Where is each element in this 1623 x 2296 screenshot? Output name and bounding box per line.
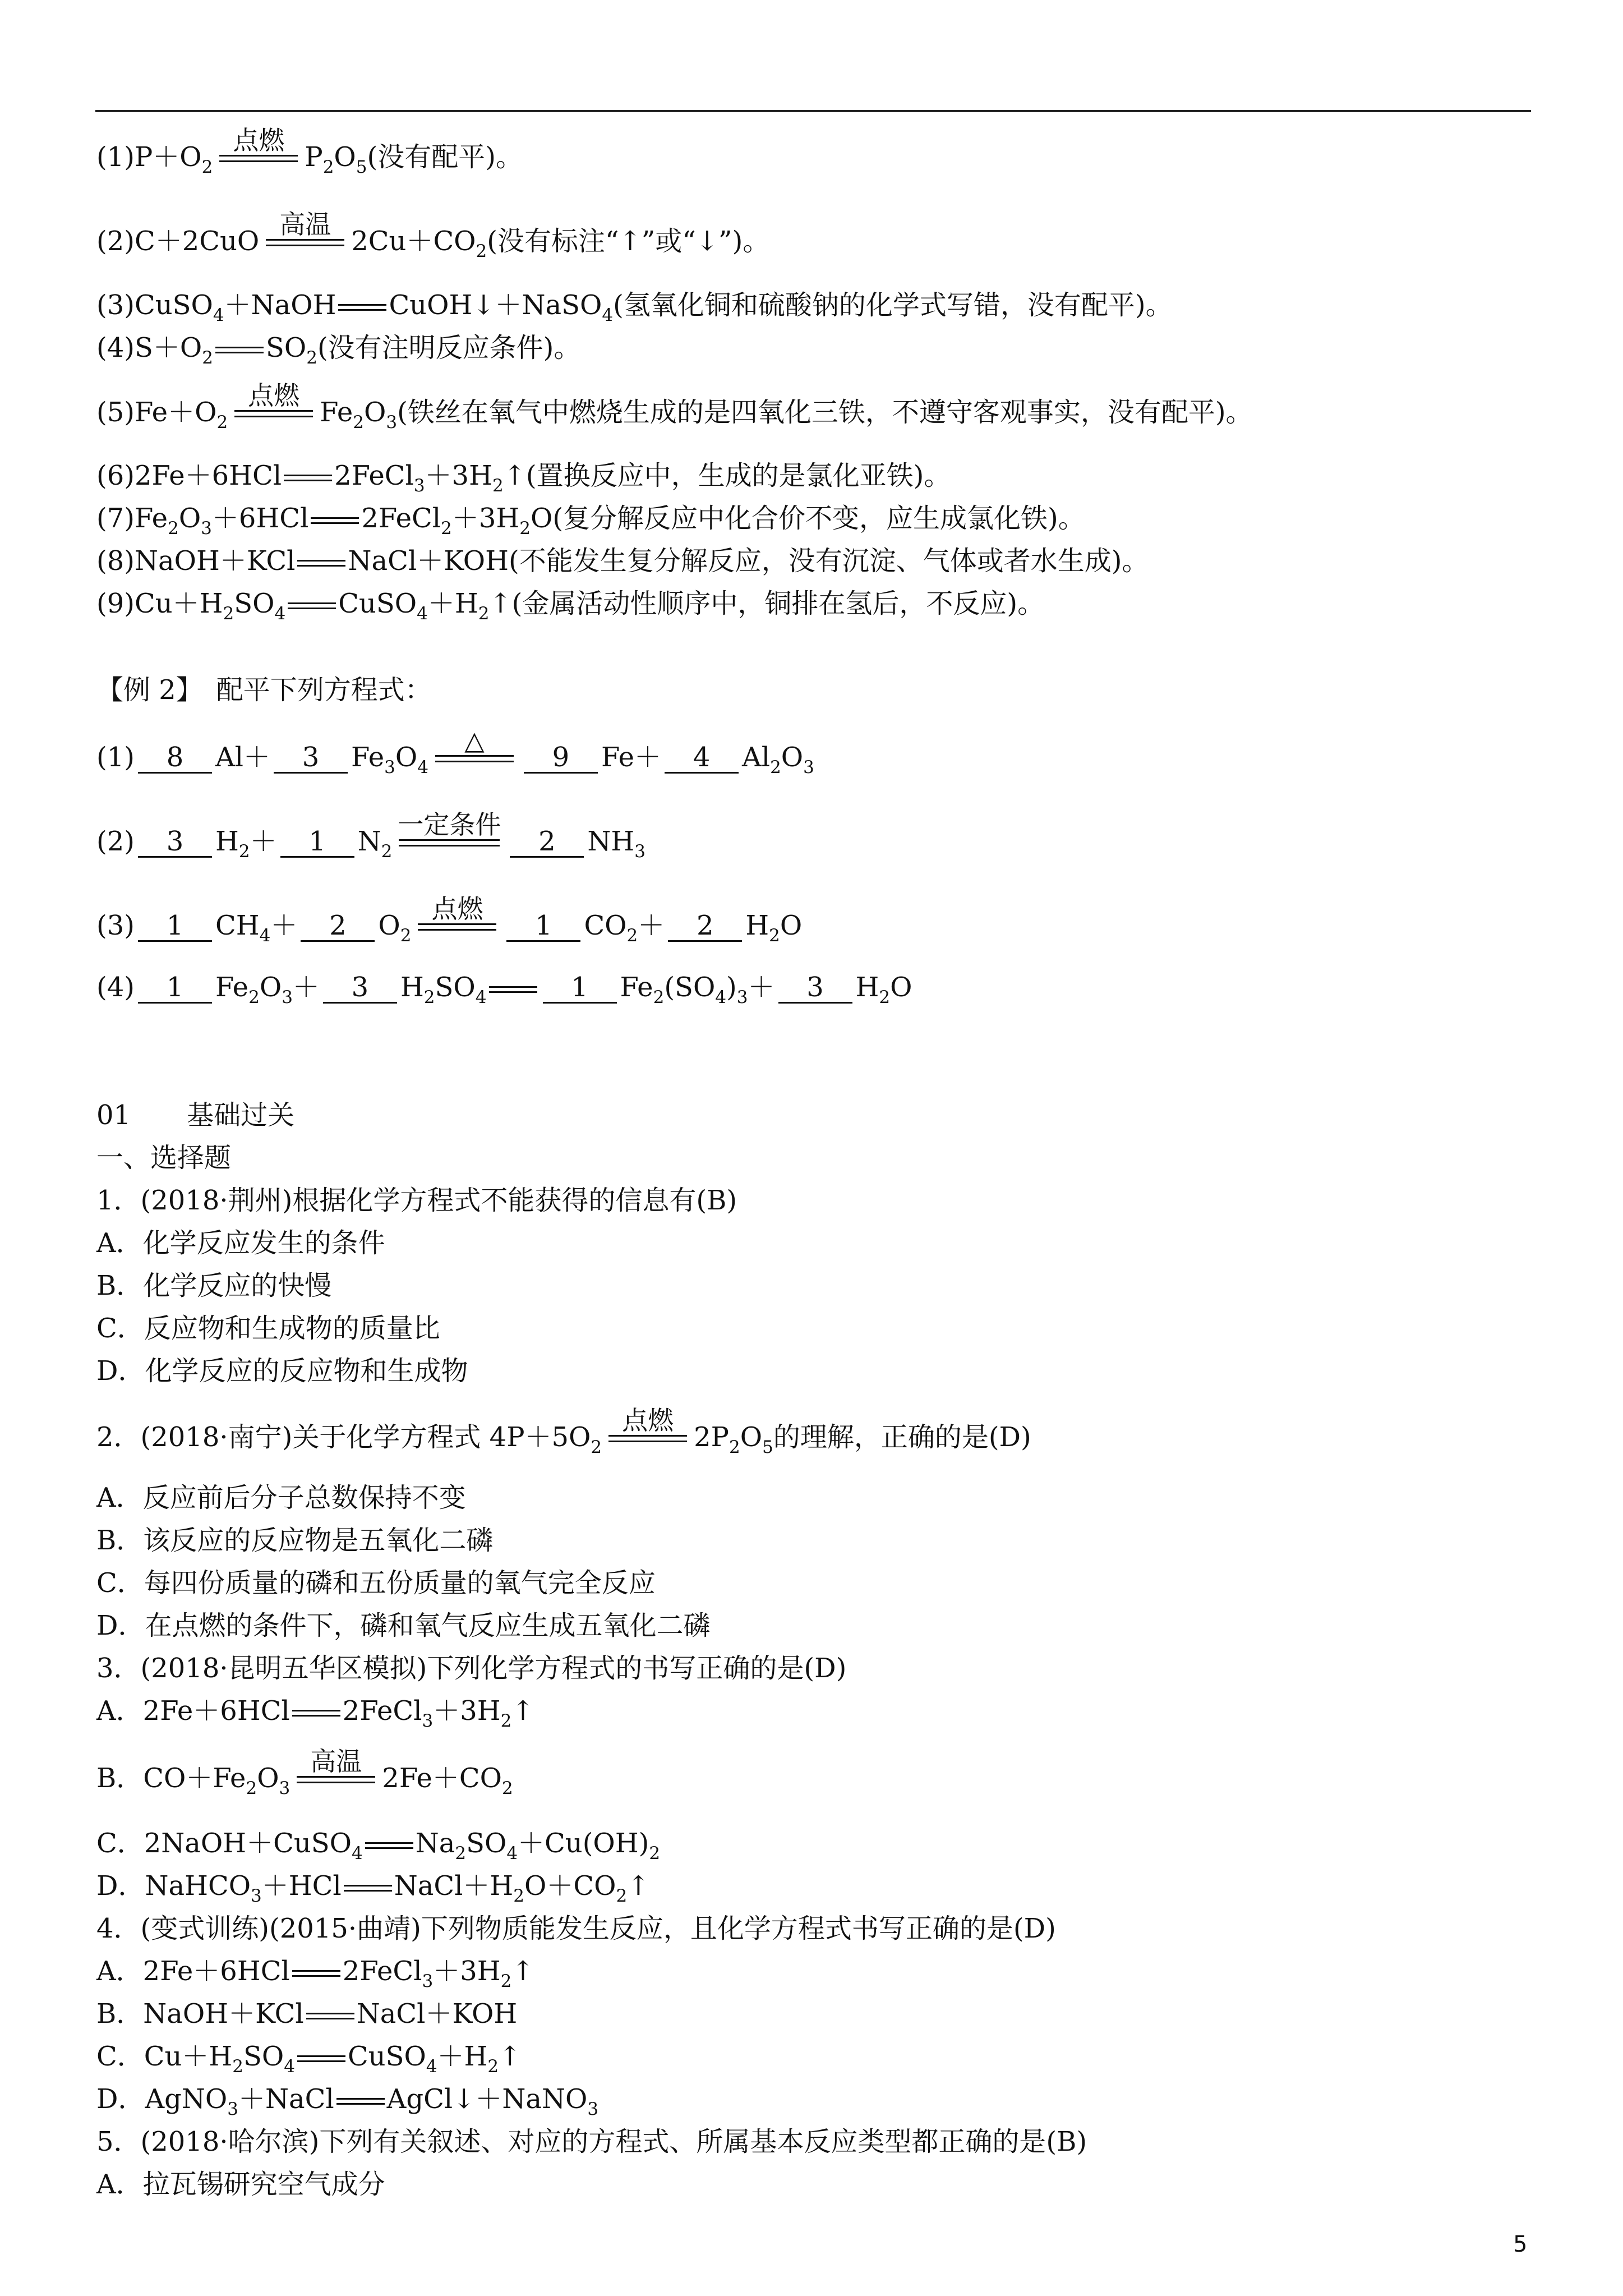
answer-line-3: (3)CuSO$_4$＋NaOH CuOH↓＋NaSO$_4$(氢氧化铜和硫酸钠的化学式写错，没有配平)。 — [96, 289, 1173, 325]
balance-eq-4: (4) 1 $Fe_2O_3+ 3$ $H_2SO_4$ 1 $Fe_2(SO_4)_3+ 3$ $H_2O$ — [96, 972, 912, 1007]
q3-option-b: B．$CO+Fe_2O_3$ 高温 $2Fe+CO_2$ — [96, 1746, 513, 1798]
question-4-stem: 4．(变式训练)(2015·曲靖)下列物质能发生反应，且化学方程式书写正确的是(D) — [96, 1913, 1056, 1944]
section-subtitle: 一、选择题 — [96, 1142, 232, 1174]
balance-eq-3: (3) 1 $CH_4+ 2$ $O_2$ 点燃 1 $CO_2+ 2$ $H_2O$ — [96, 893, 803, 946]
page-number: 5 — [1513, 2231, 1528, 2257]
balance-eq-2: (2) 3 $H_2+ 1$ $N_2$ 一定条件 2 $NH_3$ — [96, 809, 645, 862]
q3-option-a: A．2Fe＋6HCl $2FeCl_3+3H_2↑$ — [96, 1695, 534, 1731]
q4-option-d: D．AgNO$_3$＋NaCl AgCl↓＋NaNO$_3$ — [96, 2083, 599, 2119]
answer-line-2: (2)C＋2CuO 高温 $2Cu+CO_2$(没有标注“↑”或“↓”)。 — [96, 209, 770, 261]
q2-option-c: C．每四份质量的磷和五份质量的氧气完全反应 — [96, 1567, 656, 1599]
balance-eq-1: (1) 8 Al＋ 3 $Fe_3O_4$ △ 9 Fe＋ 4 $Al_2O_3$ — [96, 725, 814, 777]
q3-option-c: C．2NaOH＋CuSO$_4$ $Na_2SO_4+Cu(OH)_2$ — [96, 1828, 661, 1864]
example-2-title: 【例 2】 配平下列方程式： — [96, 674, 432, 706]
q3-option-d: D．NaHCO$_3$＋HCl $NaCl+H_2O+CO_2↑$ — [96, 1870, 650, 1906]
question-3-stem: 3．(2018·昆明五华区模拟)下列化学方程式的书写正确的是(D) — [96, 1653, 847, 1684]
q4-option-b: B．NaOH＋KCl NaCl＋KOH — [96, 1998, 518, 2030]
question-5-stem: 5．(2018·哈尔滨)下列有关叙述、对应的方程式、所属基本反应类型都正确的是(B) — [96, 2126, 1087, 2157]
q1-option-b: B．化学反应的快慢 — [96, 1270, 332, 1301]
q1-option-a: A．化学反应发生的条件 — [96, 1227, 385, 1259]
question-1-stem: 1．(2018·荆州)根据化学方程式不能获得的信息有(B) — [96, 1185, 737, 1216]
question-2-stem: 2．(2018·南宁)关于化学方程式 $4P+5O_2$ 点燃 $2P_2O_5$的理解，正确的是(D) — [96, 1405, 1031, 1457]
q4-option-a: A．2Fe＋6HCl $2FeCl_3+3H_2↑$ — [96, 1955, 534, 1991]
q5-option-a: A．拉瓦锡研究空气成分 — [96, 2169, 385, 2200]
section-header — [96, 1098, 294, 1132]
answer-line-9: $(9)Cu+H_2SO_4$ $CuSO_4+H_2↑$(金属活动性顺序中，铜排在氢后，不反应)。 — [96, 588, 1045, 624]
answer-line-5: $(5)Fe+O_2$ 点燃 $Fe_2O_3$(铁丝在氧气中燃烧生成的是四氧化三铁，不遵守客观事实，没有配平)。 — [96, 380, 1253, 432]
q2-option-a: A．反应前后分子总数保持不变 — [96, 1482, 466, 1513]
q2-option-b: B．该反应的反应物是五氧化二磷 — [96, 1525, 494, 1556]
q1-option-d: D．化学反应的反应物和生成物 — [96, 1355, 468, 1387]
q4-option-c: C．$Cu+H_2SO_4$ $CuSO_4+H_2↑$ — [96, 2041, 522, 2077]
q1-option-c: C．反应物和生成物的质量比 — [96, 1313, 440, 1344]
answer-line-7: $(7)Fe_2O_3+6HCl$ $2FeCl_2+3H_2O$(复分解反应中化合价不变，应生成氯化铁)。 — [96, 503, 1085, 539]
section-number: 01 — [96, 1099, 131, 1131]
header-rule — [95, 110, 1531, 112]
answer-line-8: (8)NaOH＋KCl NaCl＋KOH(不能发生复分解反应，没有沉淀、气体或者水生成)。 — [96, 545, 1149, 577]
q2-option-d: D．在点燃的条件下，磷和氧气反应生成五氧化二磷 — [96, 1610, 711, 1641]
section-title: 基础过关 — [187, 1099, 295, 1131]
answer-line-4: $(4)S+O_2$ $SO_2$(没有注明反应条件)。 — [96, 332, 581, 368]
answer-line-1: $(1)P+O_2$ 点燃 $P_2O_5$(没有配平)。 — [96, 125, 523, 177]
answer-line-6: (6)2Fe＋6HCl $2FeCl_3+3H_2↑$(置换反应中，生成的是氯化亚铁)。 — [96, 460, 951, 496]
